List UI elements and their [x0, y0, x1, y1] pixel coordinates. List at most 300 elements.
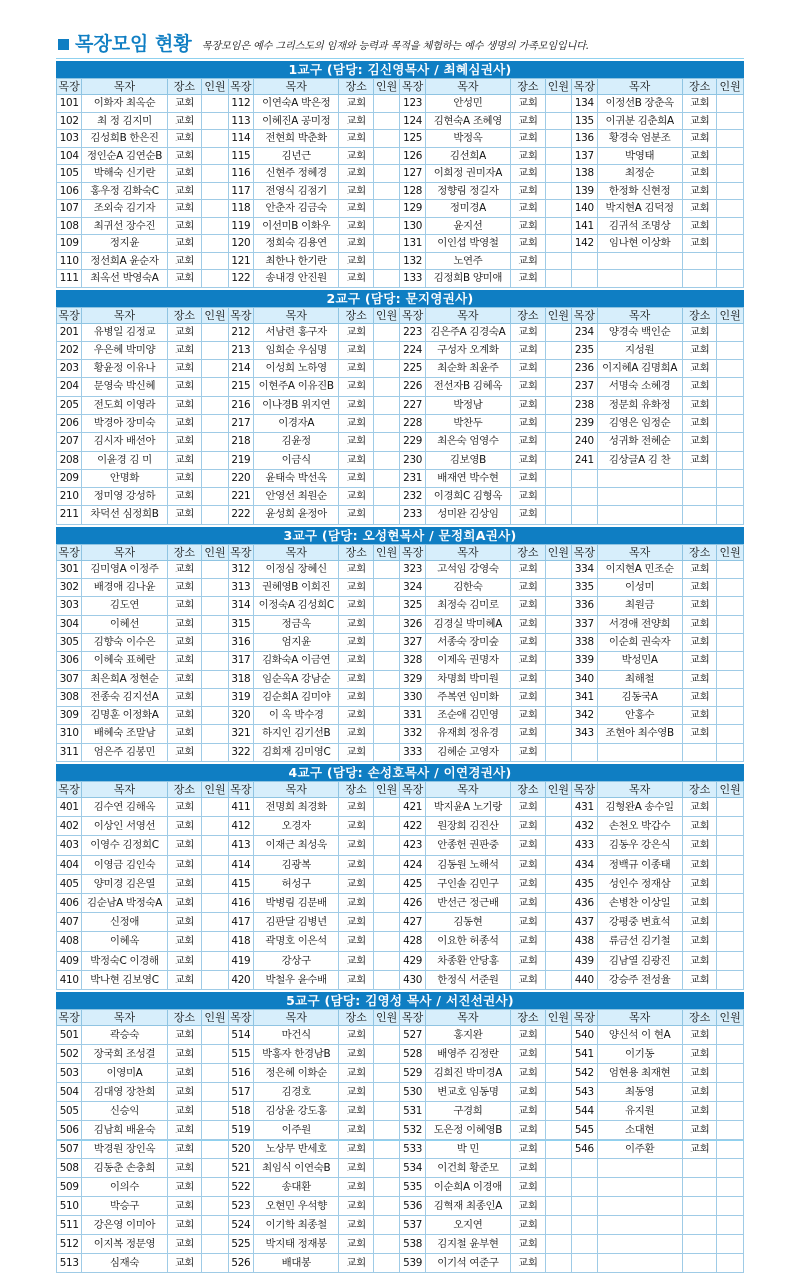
- mokjang-number: 115: [228, 147, 253, 165]
- member-count: [717, 855, 744, 874]
- member-count: [373, 1102, 400, 1121]
- district-table: [56, 781, 744, 990]
- column-header: 장소: [167, 79, 202, 95]
- member-count: [717, 95, 744, 113]
- location: 교회: [511, 874, 546, 893]
- mokjang-number: 408: [57, 932, 82, 951]
- mokja-names: 정미경A: [425, 200, 510, 218]
- member-count: [545, 951, 572, 970]
- mokjang-number: 136: [572, 130, 597, 148]
- table-row: [57, 378, 744, 396]
- member-count: [373, 836, 400, 855]
- mokja-names: 김순남A 박정숙A: [82, 894, 167, 913]
- member-count: [373, 874, 400, 893]
- mokja-names: 이건희 황준모: [425, 1159, 510, 1178]
- member-count: [717, 1216, 744, 1235]
- member-count: [202, 688, 229, 706]
- location: 교회: [511, 707, 546, 725]
- location: [682, 1216, 717, 1235]
- location: [682, 469, 717, 487]
- mokjang-number: 339: [572, 652, 597, 670]
- member-count: [202, 560, 229, 578]
- column-header: 목자: [254, 1010, 339, 1026]
- mokjang-number: 509: [57, 1178, 82, 1197]
- table-header-row: [57, 307, 744, 323]
- mokja-names: 전영식 김점기: [254, 182, 339, 200]
- mokjang-number: 412: [228, 817, 253, 836]
- member-count: [545, 1178, 572, 1197]
- mokja-names: 박홍자 한경남B: [254, 1045, 339, 1064]
- member-count: [373, 817, 400, 836]
- mokja-names: 이경희C 김형옥: [425, 488, 510, 506]
- location: 교회: [339, 488, 374, 506]
- mokjang-number: 537: [400, 1216, 425, 1235]
- mokja-names: 김순희A 김미야: [254, 688, 339, 706]
- mokjang-number: [572, 252, 597, 270]
- mokja-names: 이연숙A 박은정: [254, 95, 339, 113]
- mokja-names: 최정숙 김미로: [425, 597, 510, 615]
- mokja-names: 강은영 이미아: [82, 1216, 167, 1235]
- mokjang-number: 313: [228, 579, 253, 597]
- member-count: [373, 433, 400, 451]
- member-count: [202, 506, 229, 524]
- column-header: 목자: [254, 782, 339, 798]
- location: 교회: [167, 112, 202, 130]
- member-count: [545, 836, 572, 855]
- location: 교회: [511, 560, 546, 578]
- mokjang-number: 208: [57, 451, 82, 469]
- location: 교회: [167, 951, 202, 970]
- mokja-names: 최한나 한기란: [254, 252, 339, 270]
- mokja-names: 마건식: [254, 1026, 339, 1045]
- mokja-names: 허성구: [254, 874, 339, 893]
- member-count: [373, 743, 400, 761]
- mokja-names: 하지인 김기선B: [254, 725, 339, 743]
- mokja-names: 이선미B 이화우: [254, 217, 339, 235]
- mokjang-number: 230: [400, 451, 425, 469]
- member-count: [202, 633, 229, 651]
- member-count: [373, 1140, 400, 1159]
- mokja-names: 박찬두: [425, 414, 510, 432]
- member-count: [373, 560, 400, 578]
- location: 교회: [339, 200, 374, 218]
- footer-divider: [56, 1140, 744, 1141]
- member-count: [545, 95, 572, 113]
- member-count: [373, 932, 400, 951]
- mokja-names: 김희진 박미경A: [425, 1064, 510, 1083]
- mokjang-number: 336: [572, 597, 597, 615]
- member-count: [373, 1026, 400, 1045]
- mokjang-number: 121: [228, 252, 253, 270]
- mokjang-number: 105: [57, 165, 82, 183]
- mokjang-number: 338: [572, 633, 597, 651]
- location: 교회: [167, 200, 202, 218]
- mokja-names: 이영수 김정희C: [82, 836, 167, 855]
- mokja-names: 김시자 배선아: [82, 433, 167, 451]
- mokjang-number: 103: [57, 130, 82, 148]
- mokja-names: 이 옥 박수경: [254, 707, 339, 725]
- member-count: [202, 836, 229, 855]
- member-count: [373, 1178, 400, 1197]
- member-count: [202, 970, 229, 989]
- square-bullet-icon: [58, 39, 69, 50]
- location: 교회: [339, 1235, 374, 1254]
- location: [682, 270, 717, 288]
- member-count: [202, 1045, 229, 1064]
- column-header: 목장: [400, 544, 425, 560]
- location: 교회: [682, 451, 717, 469]
- mokjang-number: 332: [400, 725, 425, 743]
- district-section-1: [56, 61, 744, 288]
- table-row: [57, 360, 744, 378]
- member-count: [202, 615, 229, 633]
- mokja-names: 임희순 우심명: [254, 341, 339, 359]
- table-row: [57, 1026, 744, 1045]
- location: 교회: [167, 798, 202, 817]
- mokja-names: 권혜영B 이희진: [254, 579, 339, 597]
- table-row: [57, 1064, 744, 1083]
- member-count: [373, 341, 400, 359]
- mokja-names: 박철우 윤수배: [254, 970, 339, 989]
- mokja-names: 황윤정 이유나: [82, 360, 167, 378]
- column-header: 인원: [545, 307, 572, 323]
- mokja-names: 최귀선 장수진: [82, 217, 167, 235]
- mokja-names: 주복연 임미화: [425, 688, 510, 706]
- mokjang-number: 220: [228, 469, 253, 487]
- column-header: 목자: [82, 782, 167, 798]
- mokjang-number: 216: [228, 396, 253, 414]
- mokjang-number: [572, 469, 597, 487]
- location: 교회: [511, 913, 546, 932]
- mokjang-number: 130: [400, 217, 425, 235]
- member-count: [717, 270, 744, 288]
- mokjang-number: 129: [400, 200, 425, 218]
- location: 교회: [682, 200, 717, 218]
- member-count: [373, 1121, 400, 1140]
- location: 교회: [339, 743, 374, 761]
- member-count: [717, 970, 744, 989]
- location: 교회: [511, 323, 546, 341]
- member-count: [717, 451, 744, 469]
- member-count: [202, 469, 229, 487]
- member-count: [202, 855, 229, 874]
- mokjang-number: 112: [228, 95, 253, 113]
- location: 교회: [167, 1140, 202, 1159]
- table-row: [57, 798, 744, 817]
- location: 교회: [682, 633, 717, 651]
- mokjang-number: 401: [57, 798, 82, 817]
- location: 교회: [511, 252, 546, 270]
- location: 교회: [339, 506, 374, 524]
- location: 교회: [167, 217, 202, 235]
- location: 교회: [682, 165, 717, 183]
- mokja-names: 구인솔 김민구: [425, 874, 510, 893]
- district-table: [56, 544, 744, 762]
- column-header: 인원: [202, 307, 229, 323]
- member-count: [202, 597, 229, 615]
- member-count: [545, 1159, 572, 1178]
- location: 교회: [167, 633, 202, 651]
- mokja-names: 김도연: [82, 597, 167, 615]
- mokja-names: 양경숙 백인순: [597, 323, 682, 341]
- member-count: [545, 725, 572, 743]
- mokjang-number: [572, 743, 597, 761]
- mokjang-number: 217: [228, 414, 253, 432]
- member-count: [202, 433, 229, 451]
- location: 교회: [167, 1254, 202, 1273]
- member-count: [202, 1235, 229, 1254]
- column-header: 목자: [254, 79, 339, 95]
- mokjang-number: 335: [572, 579, 597, 597]
- mokja-names: 고석임 강영숙: [425, 560, 510, 578]
- location: 교회: [167, 652, 202, 670]
- mokja-names: 원장희 김진산: [425, 817, 510, 836]
- mokja-names: 김경실 박미혜A: [425, 615, 510, 633]
- mokjang-number: 530: [400, 1083, 425, 1102]
- mokjang-number: 223: [400, 323, 425, 341]
- mokjang-number: 414: [228, 855, 253, 874]
- mokja-names: 박병림 김문배: [254, 894, 339, 913]
- mokjang-number: 114: [228, 130, 253, 148]
- mokjang-number: 413: [228, 836, 253, 855]
- mokja-names: 김한숙: [425, 579, 510, 597]
- member-count: [373, 95, 400, 113]
- mokja-names: 전명희 최경화: [254, 798, 339, 817]
- member-count: [202, 488, 229, 506]
- mokjang-number: 141: [572, 217, 597, 235]
- table-row: [57, 1235, 744, 1254]
- location: 교회: [339, 688, 374, 706]
- location: 교회: [339, 323, 374, 341]
- mokja-names: 이지현A 민조순: [597, 560, 682, 578]
- mokja-names: 김영은 임정순: [597, 414, 682, 432]
- mokjang-number: 501: [57, 1026, 82, 1045]
- column-header: 장소: [167, 782, 202, 798]
- mokja-names: [597, 506, 682, 524]
- location: 교회: [339, 95, 374, 113]
- mokjang-number: 403: [57, 836, 82, 855]
- column-header: 장소: [339, 307, 374, 323]
- mokjang-number: 542: [572, 1064, 597, 1083]
- member-count: [373, 1083, 400, 1102]
- mokjang-number: 137: [572, 147, 597, 165]
- column-header: 장소: [511, 782, 546, 798]
- mokja-names: 박경원 장인옥: [82, 1140, 167, 1159]
- mokja-names: 정은혜 이화순: [254, 1064, 339, 1083]
- location: 교회: [339, 1026, 374, 1045]
- location: 교회: [167, 451, 202, 469]
- column-header: 목장: [57, 544, 82, 560]
- location: 교회: [339, 1178, 374, 1197]
- member-count: [202, 360, 229, 378]
- mokja-names: 조외숙 김기자: [82, 200, 167, 218]
- table-row: [57, 1121, 744, 1140]
- location: 교회: [511, 951, 546, 970]
- location: 교회: [167, 913, 202, 932]
- column-header: 목장: [572, 782, 597, 798]
- mokjang-number: 519: [228, 1121, 253, 1140]
- mokjang-number: 333: [400, 743, 425, 761]
- mokjang-number: 514: [228, 1026, 253, 1045]
- member-count: [202, 1064, 229, 1083]
- mokja-names: 엄은주 김봉민: [82, 743, 167, 761]
- member-count: [202, 200, 229, 218]
- member-count: [202, 414, 229, 432]
- mokjang-number: 518: [228, 1102, 253, 1121]
- mokja-names: 김현숙A 조혜영: [425, 112, 510, 130]
- member-count: [545, 1121, 572, 1140]
- district-section-3: [56, 527, 744, 762]
- member-count: [545, 743, 572, 761]
- mokjang-number: 527: [400, 1026, 425, 1045]
- mokja-names: 조순애 김민영: [425, 707, 510, 725]
- column-header: 목장: [572, 79, 597, 95]
- member-count: [545, 1197, 572, 1216]
- mokjang-number: 525: [228, 1235, 253, 1254]
- mokja-names: 김남희 배윤숙: [82, 1121, 167, 1140]
- location: 교회: [167, 615, 202, 633]
- mokjang-number: 207: [57, 433, 82, 451]
- mokjang-number: 517: [228, 1083, 253, 1102]
- member-count: [717, 360, 744, 378]
- location: 교회: [511, 1102, 546, 1121]
- mokjang-number: 118: [228, 200, 253, 218]
- mokja-names: 박해숙 신기란: [82, 165, 167, 183]
- mokja-names: 정선희A 윤순자: [82, 252, 167, 270]
- location: 교회: [682, 615, 717, 633]
- member-count: [202, 182, 229, 200]
- mokjang-number: 233: [400, 506, 425, 524]
- mokja-names: 최 정 김지미: [82, 112, 167, 130]
- location: 교회: [682, 817, 717, 836]
- member-count: [373, 615, 400, 633]
- member-count: [545, 165, 572, 183]
- location: 교회: [167, 1159, 202, 1178]
- location: 교회: [511, 1064, 546, 1083]
- location: 교회: [339, 1102, 374, 1121]
- member-count: [545, 817, 572, 836]
- mokja-names: 박승구: [82, 1197, 167, 1216]
- member-count: [202, 707, 229, 725]
- mokjang-number: 543: [572, 1083, 597, 1102]
- mokja-names: 박지태 정재봉: [254, 1235, 339, 1254]
- column-header: 인원: [202, 79, 229, 95]
- location: 교회: [339, 378, 374, 396]
- member-count: [373, 894, 400, 913]
- column-header: 목자: [254, 307, 339, 323]
- mokjang-number: 330: [400, 688, 425, 706]
- location: 교회: [339, 182, 374, 200]
- mokja-names: 김미영A 이정주: [82, 560, 167, 578]
- mokjang-number: 312: [228, 560, 253, 578]
- location: 교회: [511, 488, 546, 506]
- table-row: [57, 95, 744, 113]
- location: 교회: [682, 378, 717, 396]
- location: 교회: [167, 855, 202, 874]
- mokjang-number: 410: [57, 970, 82, 989]
- member-count: [373, 112, 400, 130]
- location: 교회: [511, 597, 546, 615]
- member-count: [373, 1254, 400, 1273]
- mokjang-number: 307: [57, 670, 82, 688]
- member-count: [545, 1254, 572, 1273]
- member-count: [373, 451, 400, 469]
- table-row: [57, 1159, 744, 1178]
- column-header: 인원: [373, 307, 400, 323]
- location: 교회: [682, 1064, 717, 1083]
- member-count: [545, 1235, 572, 1254]
- mokja-names: 이기석 여준구: [425, 1254, 510, 1273]
- column-header: 인원: [373, 544, 400, 560]
- location: 교회: [682, 95, 717, 113]
- mokja-names: 정미영 강성하: [82, 488, 167, 506]
- location: 교회: [511, 378, 546, 396]
- mokjang-number: 516: [228, 1064, 253, 1083]
- page-subtitle: 목장모임은 예수 그리스도의 임재와 능력과 목적을 체험하는 예수 생명의 가족모임입니다.: [201, 41, 589, 52]
- mokjang-number: 316: [228, 633, 253, 651]
- column-header: 장소: [339, 1010, 374, 1026]
- member-count: [717, 1045, 744, 1064]
- member-count: [717, 323, 744, 341]
- location: 교회: [511, 670, 546, 688]
- mokjang-number: 124: [400, 112, 425, 130]
- location: 교회: [511, 1197, 546, 1216]
- location: 교회: [511, 725, 546, 743]
- mokja-names: 변교호 임동명: [425, 1083, 510, 1102]
- mokja-names: 김판달 김병년: [254, 913, 339, 932]
- member-count: [545, 433, 572, 451]
- location: 교회: [167, 817, 202, 836]
- location: 교회: [339, 597, 374, 615]
- table-header-row: [57, 544, 744, 560]
- mokjang-number: 428: [400, 932, 425, 951]
- column-header: 인원: [373, 782, 400, 798]
- mokjang-number: 423: [400, 836, 425, 855]
- column-header: 인원: [717, 782, 744, 798]
- member-count: [373, 1064, 400, 1083]
- column-header: 목자: [597, 782, 682, 798]
- mokja-names: 배혜숙 조말남: [82, 725, 167, 743]
- table-row: [57, 323, 744, 341]
- mokja-names: 강승주 전성율: [597, 970, 682, 989]
- location: 교회: [339, 433, 374, 451]
- mokjang-number: 532: [400, 1121, 425, 1140]
- location: 교회: [511, 855, 546, 874]
- member-count: [373, 378, 400, 396]
- column-header: 인원: [717, 307, 744, 323]
- location: 교회: [339, 817, 374, 836]
- mokjang-number: 526: [228, 1254, 253, 1273]
- table-row: [57, 1197, 744, 1216]
- member-count: [717, 469, 744, 487]
- member-count: [545, 913, 572, 932]
- location: 교회: [339, 579, 374, 597]
- mokjang-number: 510: [57, 1197, 82, 1216]
- mokja-names: 김경호: [254, 1083, 339, 1102]
- table-row: [57, 217, 744, 235]
- mokja-names: [597, 743, 682, 761]
- column-header: 목자: [597, 544, 682, 560]
- mokja-names: 엄현용 최재현: [597, 1064, 682, 1083]
- mokja-names: 이혜진A 공미정: [254, 112, 339, 130]
- location: 교회: [682, 560, 717, 578]
- table-row: [57, 414, 744, 432]
- district-title: 2교구 (담당: 문지영권사): [56, 290, 744, 307]
- column-header: 목장: [57, 79, 82, 95]
- district-title: 5교구 (담당: 김영성 목사 / 서진선권사): [56, 992, 744, 1009]
- location: 교회: [682, 1083, 717, 1102]
- member-count: [717, 1064, 744, 1083]
